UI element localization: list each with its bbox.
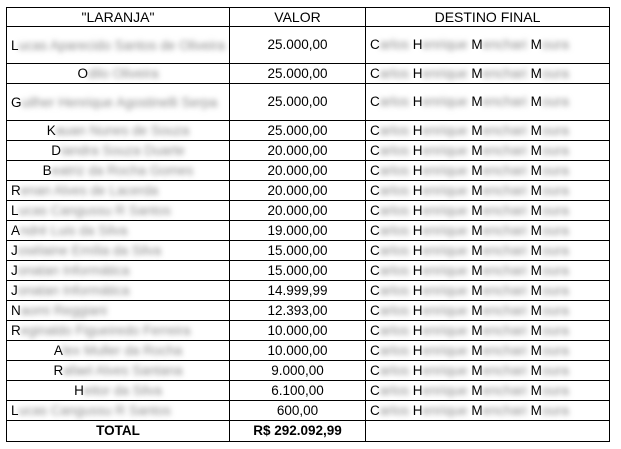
table-row — [7, 181, 610, 201]
name-redacted: eitor da Silva — [83, 382, 162, 398]
dest-redacted: enchari — [482, 222, 527, 238]
dest-redacted: oura — [541, 37, 569, 52]
dest-redacted: arlos — [379, 402, 410, 418]
dest-initial: M — [530, 94, 542, 109]
name-initial: D — [51, 142, 61, 158]
dest-redacted: arlos — [379, 94, 410, 109]
total-row — [7, 421, 610, 442]
dest-initial: M — [471, 94, 483, 109]
dest-initial: M — [530, 37, 542, 52]
dest-initial: C — [370, 322, 380, 338]
dest-redacted: arlos — [379, 222, 410, 238]
dest-redacted: oura — [541, 222, 569, 238]
dest-initial: C — [370, 182, 380, 198]
dest-initial: H — [412, 65, 423, 81]
laranja-name-cell — [7, 64, 230, 84]
name-initial: R — [11, 322, 21, 338]
dest-initial: M — [471, 202, 483, 218]
destino-final-cell — [366, 241, 610, 261]
laranja-name-cell — [7, 401, 230, 421]
table-row — [7, 121, 610, 141]
name-redacted: ucas Cangussu R Santos — [18, 402, 171, 418]
dest-initial: M — [471, 322, 483, 338]
dest-initial: M — [471, 262, 483, 278]
dest-initial: M — [471, 182, 483, 198]
laranja-name-cell — [7, 381, 230, 401]
destino-final-cell — [366, 64, 610, 84]
dest-redacted: enrique — [422, 37, 468, 52]
dest-initial: M — [530, 342, 542, 358]
laranja-name-cell — [7, 221, 230, 241]
valor-cell: 600,00 — [230, 401, 366, 421]
dest-redacted: enchari — [482, 162, 527, 178]
valor-cell: 10.000,00 — [230, 341, 366, 361]
dest-redacted: oura — [541, 65, 569, 81]
dest-redacted: oura — [541, 242, 569, 258]
destino-final-cell — [366, 341, 610, 361]
dest-redacted: oura — [541, 402, 569, 418]
dest-initial: H — [412, 382, 423, 398]
destino-final-cell — [366, 381, 610, 401]
dest-redacted: enchari — [482, 65, 527, 81]
dest-initial: H — [412, 37, 423, 52]
dest-redacted: oura — [541, 262, 569, 278]
dest-initial: C — [370, 142, 380, 158]
dest-redacted: enrique — [422, 65, 468, 81]
name-initial: J — [11, 282, 18, 298]
valor-cell: 20.000,00 — [230, 201, 366, 221]
name-redacted: aomi Reggiani — [20, 302, 108, 318]
dest-redacted: oura — [541, 322, 569, 338]
dest-redacted: enrique — [422, 342, 468, 358]
dest-initial: H — [412, 262, 423, 278]
dest-redacted: enchari — [482, 282, 527, 298]
table-row — [7, 64, 610, 84]
dest-redacted: enchari — [482, 322, 527, 338]
dest-redacted: arlos — [379, 65, 410, 81]
dest-redacted: arlos — [379, 382, 410, 398]
dest-redacted: enrique — [422, 242, 468, 258]
destino-final-cell — [366, 261, 610, 281]
dest-initial: H — [412, 362, 423, 378]
dest-initial: H — [412, 182, 423, 198]
dest-initial: C — [370, 202, 380, 218]
dest-redacted: oura — [541, 202, 569, 218]
dest-initial: C — [370, 362, 380, 378]
laranja-name-cell — [7, 121, 230, 141]
table-row — [7, 321, 610, 341]
dest-redacted: arlos — [379, 242, 410, 258]
dest-initial: C — [370, 282, 380, 298]
table-row — [7, 201, 610, 221]
dest-redacted: oura — [541, 382, 569, 398]
dest-redacted: oura — [541, 342, 569, 358]
dest-initial: M — [471, 222, 483, 238]
destino-final-cell — [366, 121, 610, 141]
dest-redacted: enrique — [422, 302, 468, 318]
valor-cell: 20.000,00 — [230, 181, 366, 201]
name-redacted: afael Alves Santana — [63, 362, 183, 378]
dest-redacted: enchari — [482, 94, 527, 109]
dest-redacted: oura — [541, 182, 569, 198]
table-body — [7, 27, 610, 421]
dest-initial: M — [471, 302, 483, 318]
header-laranja: "LARANJA" — [7, 8, 230, 27]
dest-initial: C — [370, 65, 380, 81]
dest-redacted: enchari — [482, 262, 527, 278]
dest-redacted: enrique — [422, 142, 468, 158]
dest-initial: M — [471, 382, 483, 398]
destino-final-cell — [366, 361, 610, 381]
valor-cell: 25.000,00 — [230, 64, 366, 84]
dest-initial: C — [370, 162, 380, 178]
dest-initial: C — [370, 37, 380, 52]
table-row — [7, 361, 610, 381]
dest-redacted: enrique — [422, 182, 468, 198]
dest-initial: M — [530, 262, 542, 278]
name-redacted: onatan Informática — [17, 282, 130, 298]
destino-final-cell — [366, 221, 610, 241]
name-redacted: dilo Oliveira — [87, 65, 159, 81]
destino-final-cell — [366, 401, 610, 421]
laranja-name-cell — [7, 181, 230, 201]
table-row — [7, 221, 610, 241]
dest-redacted: enrique — [422, 94, 468, 109]
dest-redacted: enrique — [422, 362, 468, 378]
dest-initial: M — [530, 362, 542, 378]
dest-redacted: enchari — [482, 242, 527, 258]
dest-redacted: enchari — [482, 342, 527, 358]
name-initial: R — [53, 362, 64, 378]
laranja-name-cell — [7, 201, 230, 221]
dest-redacted: oura — [541, 362, 569, 378]
table-row — [7, 281, 610, 301]
dest-initial: C — [370, 122, 380, 138]
valor-cell: 6.100,00 — [230, 381, 366, 401]
dest-initial: C — [370, 222, 380, 238]
laranja-name-cell — [7, 261, 230, 281]
name-redacted: ndré Luis da Silva — [20, 222, 128, 238]
dest-redacted: enchari — [482, 402, 527, 418]
header-destino-final: DESTINO FINAL — [366, 8, 610, 27]
dest-redacted: enchari — [482, 362, 527, 378]
name-redacted: eatriz da Rocha Gomes — [51, 162, 194, 178]
dest-redacted: oura — [541, 162, 569, 178]
dest-initial: M — [471, 242, 483, 258]
dest-redacted: enrique — [422, 282, 468, 298]
name-redacted: ucas Aparecido Santos de Oliveira — [18, 37, 225, 53]
dest-initial: C — [370, 242, 380, 258]
name-initial: R — [11, 182, 21, 198]
valor-cell: 14.999,99 — [230, 281, 366, 301]
name-initial: O — [77, 65, 88, 81]
dest-initial: M — [530, 302, 542, 318]
dest-redacted: enchari — [482, 142, 527, 158]
laranja-name-cell — [7, 141, 230, 161]
dest-redacted: enrique — [422, 262, 468, 278]
dest-initial: H — [412, 242, 423, 258]
dest-initial: M — [471, 362, 483, 378]
name-initial: B — [42, 162, 52, 178]
dest-initial: M — [530, 242, 542, 258]
dest-initial: M — [530, 282, 542, 298]
destino-final-cell — [366, 301, 610, 321]
dest-initial: M — [530, 142, 542, 158]
dest-initial: H — [412, 342, 423, 358]
destino-final-cell — [366, 281, 610, 301]
table-row — [7, 261, 610, 281]
valor-cell: 25.000,00 — [230, 84, 366, 121]
dest-initial: M — [471, 122, 483, 138]
name-initial: L — [11, 202, 19, 218]
dest-redacted: oura — [541, 122, 569, 138]
dest-initial: C — [370, 262, 380, 278]
dest-redacted: arlos — [379, 362, 410, 378]
valor-cell: 9.000,00 — [230, 361, 366, 381]
table-row — [7, 401, 610, 421]
name-redacted: lex Muller da Rocha — [62, 342, 183, 358]
dest-initial: C — [370, 342, 380, 358]
name-initial: J — [11, 262, 18, 278]
dest-initial: H — [412, 222, 423, 238]
dest-initial: M — [530, 222, 542, 238]
valor-cell: 15.000,00 — [230, 261, 366, 281]
dest-redacted: enchari — [482, 122, 527, 138]
name-initial: N — [11, 302, 21, 318]
dest-initial: C — [370, 382, 380, 398]
dest-initial: M — [530, 402, 542, 418]
name-redacted: auan Nunes de Souza — [55, 122, 190, 138]
name-redacted: onatan Informática — [17, 262, 130, 278]
table-row — [7, 27, 610, 64]
dest-initial: H — [412, 142, 423, 158]
dest-redacted: arlos — [379, 162, 410, 178]
destino-final-cell — [366, 84, 610, 121]
laranja-name-cell — [7, 361, 230, 381]
table-row — [7, 241, 610, 261]
dest-initial: H — [412, 94, 423, 109]
name-initial: A — [53, 342, 63, 358]
dest-initial: H — [412, 202, 423, 218]
header-row — [7, 8, 610, 27]
laranja-name-cell — [7, 84, 230, 121]
dest-redacted: enrique — [422, 402, 468, 418]
dest-redacted: arlos — [379, 262, 410, 278]
dest-redacted: oura — [541, 282, 569, 298]
laranja-name-cell — [7, 341, 230, 361]
dest-redacted: arlos — [379, 202, 410, 218]
name-redacted: eginaldo Figueiredo Ferreira — [20, 322, 191, 338]
table-row — [7, 341, 610, 361]
total-label: TOTAL — [7, 421, 230, 442]
name-redacted: iandra Souza Duarte — [60, 142, 185, 158]
laranja-table — [6, 7, 610, 442]
name-initial: H — [74, 382, 84, 398]
total-value: R$ 292.092,99 — [230, 421, 366, 442]
dest-initial: H — [412, 322, 423, 338]
name-initial: L — [11, 37, 19, 53]
dest-initial: M — [530, 65, 542, 81]
dest-initial: M — [530, 322, 542, 338]
dest-redacted: oura — [541, 142, 569, 158]
name-redacted: enan Alves de Lacerda — [20, 182, 159, 198]
table-row — [7, 141, 610, 161]
dest-redacted: arlos — [379, 282, 410, 298]
dest-initial: C — [370, 302, 380, 318]
valor-cell: 19.000,00 — [230, 221, 366, 241]
dest-redacted: enchari — [482, 182, 527, 198]
laranja-name-cell — [7, 161, 230, 181]
name-redacted: uilher Henrique Agostinelli Serpa — [21, 94, 218, 110]
dest-initial: M — [530, 382, 542, 398]
destino-final-cell — [366, 161, 610, 181]
laranja-name-cell — [7, 27, 230, 64]
name-initial: G — [11, 94, 22, 110]
dest-redacted: arlos — [379, 322, 410, 338]
dest-redacted: arlos — [379, 182, 410, 198]
dest-initial: M — [530, 162, 542, 178]
laranja-name-cell — [7, 321, 230, 341]
dest-redacted: arlos — [379, 342, 410, 358]
dest-redacted: enchari — [482, 302, 527, 318]
valor-cell: 20.000,00 — [230, 141, 366, 161]
name-redacted: ucas Cangussu R Santos — [18, 202, 171, 218]
dest-initial: M — [530, 182, 542, 198]
dest-initial: M — [530, 202, 542, 218]
dest-initial: M — [471, 37, 483, 52]
table-row — [7, 84, 610, 121]
valor-cell: 25.000,00 — [230, 27, 366, 64]
dest-redacted: enchari — [482, 37, 527, 52]
dest-initial: M — [471, 402, 483, 418]
valor-cell: 15.000,00 — [230, 241, 366, 261]
destino-final-cell — [366, 201, 610, 221]
destino-final-cell — [366, 141, 610, 161]
dest-redacted: oura — [541, 302, 569, 318]
dest-initial: H — [412, 162, 423, 178]
table-row — [7, 301, 610, 321]
dest-initial: M — [471, 65, 483, 81]
dest-initial: C — [370, 402, 380, 418]
dest-initial: M — [530, 122, 542, 138]
dest-redacted: arlos — [379, 37, 410, 52]
dest-redacted: arlos — [379, 142, 410, 158]
table-row — [7, 161, 610, 181]
dest-initial: M — [471, 142, 483, 158]
dest-redacted: enrique — [422, 162, 468, 178]
dest-initial: H — [412, 122, 423, 138]
dest-redacted: enrique — [422, 322, 468, 338]
dest-redacted: oura — [541, 94, 569, 109]
dest-redacted: arlos — [379, 122, 410, 138]
dest-redacted: enrique — [422, 222, 468, 238]
name-initial: J — [11, 242, 18, 258]
total-empty-cell — [366, 421, 610, 442]
name-initial: K — [46, 122, 56, 138]
dest-redacted: enrique — [422, 122, 468, 138]
valor-cell: 25.000,00 — [230, 121, 366, 141]
dest-initial: H — [412, 282, 423, 298]
destino-final-cell — [366, 321, 610, 341]
dest-initial: M — [471, 342, 483, 358]
valor-cell: 12.393,00 — [230, 301, 366, 321]
name-initial: A — [11, 222, 21, 238]
dest-initial: H — [412, 402, 423, 418]
header-valor: VALOR — [230, 8, 366, 27]
destino-final-cell — [366, 181, 610, 201]
table-row — [7, 381, 610, 401]
dest-redacted: enchari — [482, 202, 527, 218]
name-redacted: osélaine Emília da Silva — [17, 242, 162, 258]
dest-initial: C — [370, 94, 380, 109]
laranja-name-cell — [7, 241, 230, 261]
dest-initial: M — [471, 162, 483, 178]
valor-cell: 20.000,00 — [230, 161, 366, 181]
dest-redacted: enchari — [482, 382, 527, 398]
destino-final-cell — [366, 27, 610, 64]
dest-redacted: enrique — [422, 382, 468, 398]
laranja-name-cell — [7, 281, 230, 301]
laranja-name-cell — [7, 301, 230, 321]
dest-initial: H — [412, 302, 423, 318]
name-initial: L — [11, 402, 19, 418]
dest-redacted: arlos — [379, 302, 410, 318]
dest-redacted: enrique — [422, 202, 468, 218]
dest-initial: M — [471, 282, 483, 298]
valor-cell: 10.000,00 — [230, 321, 366, 341]
